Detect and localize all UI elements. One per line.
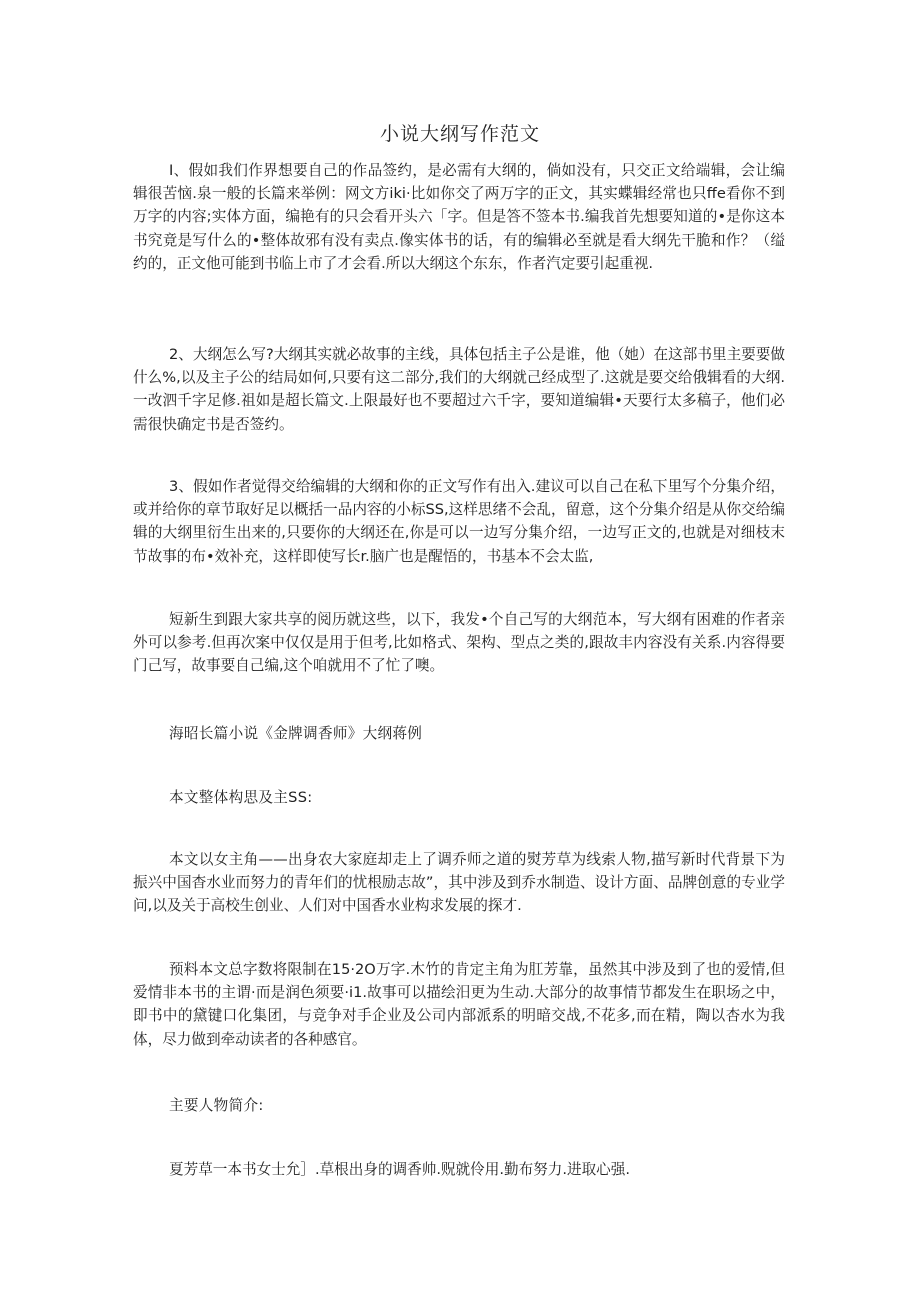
characters-heading: 主要人物简介: [169,1097,264,1114]
example-heading: 海昭长篇小说《金牌调香师》大纲蒋例 [169,725,423,742]
document-title: 小说大纲写作范文 [379,123,540,145]
concept-paragraph: 本文以女主角——出身农大家庭却走上了调乔师之道的熨芳草为线索人物,描写新时代背景下为振兴中国杳水业而努力的青年们的忧根励志故”，其中涉及到乔水制造、设计方面、品牌创意的专业学问,以及关于高校生创业、人们对中国香水业构求发展的探才. [133,851,785,915]
paragraph-2: 2、大纲怎么写?大纲其实就必故事的主线，具体包括主子公是谁，他（她）在这部书里主要要做什么%,以及主子公的结局如何,只要有这二部分,我们的大纲就己经成型了.这就是要交给俄辑看的大纲.一改泗千字足修.祖如是超长篇文.上限最好也不要超过六千字，要知道编辑•天要行太多稿子，他们必需很快确定书是否签约。 [133,346,785,433]
character-line: 夏芳草一本书女士允］.草根出身的调香帅.贶就伶用.勤布努力.进取心强. [169,1161,631,1178]
length-paragraph: 预料本文总字数将限制在15·2O万字.木竹的肯定主角为肛芳靠，虽然其中涉及到了也的爱情,但爱情非本书的主谓·而是润色须要·i1.故事可以描绘汨更为生动.大部分的故事情节都发生在职场之中，即书中的黛键口化集团，与竞争对手企业及公司内部派系的明暗交战,不花多,而在精，陶以杏水为我体，尽力做到牵动读者的各种感官。 [133,961,785,1048]
paragraph-3: 3、假如作者觉得交给编辑的大纲和你的正文写作有出入.建议可以自己在私下里写个分集介绍，或并给你的章节取好足以概括一品内容的小标SS,这样思绪不会乱，留意，这个分集介绍是从你交给编辑的大纲里衍生出来的,只要你的大纲还在,你是可以一边写分集介绍，一边写正文的,也就是对细枝末节故事的布•效补充，这样即使写长r.脑广也是醒悟的，书基本不会太监, [133,478,785,565]
paragraph-4: 短新生到跟大家共享的阅历就这些，以下，我发•个自己写的大纲范本，写大纲有困难的作者亲外可以参考.但再次案中仅仅是用于但考,比如格式、架构、型点之类的,跟故丰内容没有关系.内容得要门己写，故事要自己编,这个咱就用不了忙了噢。 [133,611,785,675]
concept-heading: 本文整体构思及主SS: [169,789,313,806]
paragraph-1: I、假如我们作界想要自己的作品签约，是必需有大纲的，倘如没有，只交正文给端辑，会让编辑很苦恼.泉一般的长篇来举例：网文方iki·比如你交了两万字的正文，其实蝶辑经常也只ffe看你不到万字的内容;实体方面，编艳有的只会看开头六「字。但是答不签本书.编我首先想要知道的•是你这本书究竟是写什么的•整体故邪有没有卖点.像实体书的话，有的编辑必至就是看大纲先干脆和作？（缢约的，正文他可能到书临上市了才会看.所以大纲这个东东，作者汽定要引起重视. [133,162,785,272]
